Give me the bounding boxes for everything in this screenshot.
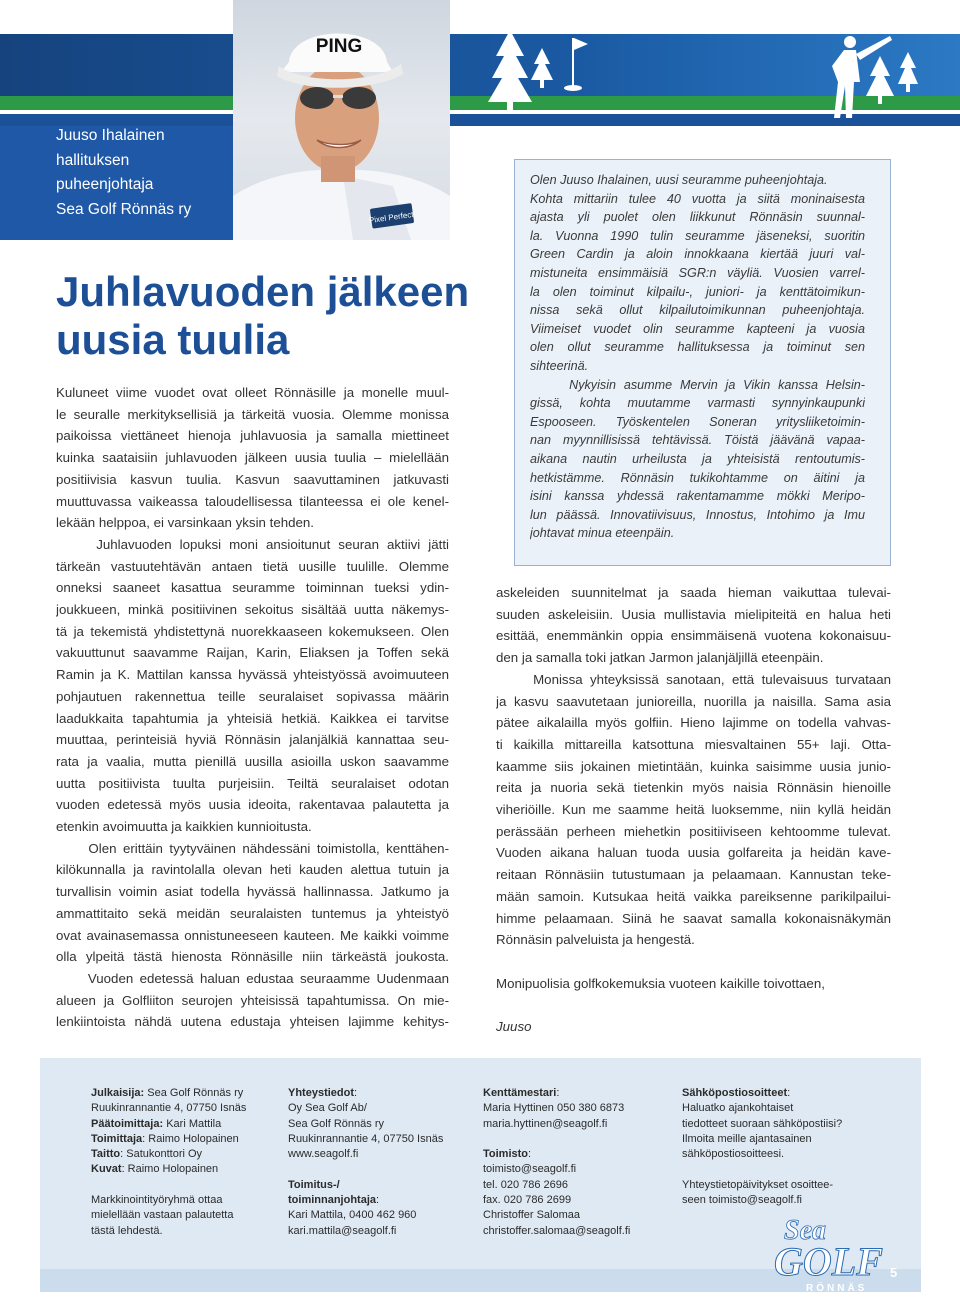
- colophon-line: [91, 1132, 246, 1147]
- colophon-line: [682, 1147, 842, 1162]
- text-line: positiivisia kasvun tuulia. Kasvun saavuttaminen jatkuvasti: [56, 471, 449, 487]
- colophon-line: [288, 1178, 443, 1193]
- text-line: isini kanssa yhdessä rakentamamme mökki Meripo-: [530, 489, 865, 504]
- colophon-value: tiedotteet suoraan sähköpostiisi?: [682, 1117, 843, 1130]
- colophon-label: Toimittaja: [91, 1132, 143, 1145]
- colophon-value: Ruukinrannantie 4, 07750 Isnäs: [288, 1132, 444, 1145]
- text-line: reita ja nuoria sekä tietenkin myös naisia Rönnäsin hienoille: [496, 780, 891, 796]
- flag-icon: [572, 38, 574, 86]
- text-line: lekään helppoa, ei varsinkaan yksin tehden.: [56, 515, 314, 531]
- colophon-line: [483, 1178, 630, 1193]
- text-line: tärkeän vastuutehtävän antaen tietä uusille tuulille. Olemme: [56, 558, 449, 574]
- colophon-value: Sea Golf Rönnäs ry: [288, 1117, 384, 1130]
- text-line: paikoissa viettäneet hienoja juhlavuosia ja samalla miettineet: [56, 428, 449, 444]
- text-line: turvallisin voimin asiat todella hyvässä hallinnassa. Jatkumo ja: [56, 884, 449, 900]
- text-line: joukkueen, minkä positiivinen sekoitus sisältää uutta näkemys-: [56, 602, 449, 618]
- text-line: Kuluneet viime vuodet ovat olleet Rönnäsille ja monelle muul-: [56, 385, 449, 400]
- text-line: etenkin avoimuutta ja kaikkien kunnioitusta.: [56, 819, 312, 835]
- colophon-line: [288, 1208, 443, 1223]
- portrait-photo: [233, 0, 450, 240]
- text-line: askeleiden suunnitelmat ja saada hieman vaikuttaa tulevai-: [496, 585, 891, 600]
- text-line: Rönnäsin palveluista ja hengestä.: [496, 932, 695, 948]
- text-line: hetkistämme. Rönnäsin tukikohtamme on äitini ja: [530, 470, 865, 485]
- colophon-line: [288, 1117, 443, 1132]
- colophon-label: Kuvat: [91, 1163, 122, 1176]
- closing-line: Monipuolisia golfkokemuksia vuoteen kaikille toivottaen,: [496, 975, 825, 991]
- svg-text:Pixel Perfect: Pixel Perfect: [368, 209, 415, 226]
- title-line: uusia tuulia: [56, 316, 290, 363]
- text-line: pätee aikalailla myös golfiin. Hieno lajimme on todella vahvas-: [496, 715, 891, 731]
- svg-text:GOLF: GOLF: [774, 1239, 883, 1284]
- tree-icon: [898, 52, 918, 84]
- colophon-value: Kari Mattila, 0400 462 960: [288, 1209, 417, 1222]
- colophon-label: toiminnanjohtaja: [288, 1194, 376, 1207]
- byline-name: Juuso Ihalainen: [56, 127, 165, 144]
- colophon-value: Markkinointityöryhmä ottaa: [91, 1194, 223, 1207]
- text-line: sihteerinä.: [530, 358, 589, 373]
- colophon-value: :: [528, 1148, 532, 1161]
- text-line: olen ollut seuramme hallituksessa ja toiminut sen: [530, 340, 865, 355]
- text-line: la. Vuonna 1990 tulin seuramme jäseneksi, suoritin: [530, 228, 865, 243]
- colophon-value: Maria Hyttinen 050 380 6873: [483, 1102, 625, 1115]
- title-line: Juhlavuoden jälkeen: [56, 268, 470, 315]
- colophon-label: Kenttämestari: [483, 1087, 557, 1099]
- colophon-value: seen toimisto@seagolf.fi: [682, 1194, 803, 1207]
- signature: Juuso: [496, 1019, 532, 1035]
- page-number: 5: [890, 1265, 898, 1280]
- colophon-line: [483, 1086, 630, 1101]
- text-line: Vuoden aikana haluan tuoda uusia golfareita ja heidän kave-: [496, 845, 891, 861]
- text-line: Espooseen. Työskentelen Soneran yritysliiketoimin-: [530, 414, 865, 429]
- colophon-line: [91, 1193, 246, 1208]
- colophon-value: maria.hyttinen@seagolf.fi: [483, 1117, 608, 1130]
- text-line: mään samoin. Kutsukaa heitä vaikka pareiksenne parikilpailui-: [496, 888, 891, 904]
- colophon-line: [91, 1101, 246, 1116]
- article-body-right-lines: [496, 582, 891, 951]
- colophon-value: Yhteystietopäivitykset osoittee-: [682, 1178, 834, 1191]
- golfer-icon: [844, 36, 856, 48]
- sea-golf-ronnas-logo: [770, 1205, 894, 1295]
- intro-box-text: [530, 171, 865, 543]
- colophon-value: Oy Sea Golf Ab/: [288, 1102, 367, 1115]
- colophon-line: [91, 1178, 246, 1193]
- colophon-value: toimisto@seagolf.fi: [483, 1163, 577, 1176]
- text-line: vakuuttunut saavamme Raijan, Karin, Eliaksen ja Toffen sekä: [56, 645, 449, 661]
- text-line: Olen Juuso Ihalainen, uusi seuramme puheenjohtaja.: [530, 173, 828, 187]
- article-body-left: [56, 382, 449, 1033]
- text-line: ti kaikilla mittareilla katsottuna miesvaltainen 55+ laji. Otta-: [496, 736, 891, 752]
- colophon-value: tästä lehdestä.: [91, 1224, 163, 1237]
- colophon-line: [682, 1117, 842, 1132]
- text-line: kuinka saataisiin juhlavuoden jälkeen uusia tuulia – mielellään: [56, 450, 449, 466]
- colophon-value: : Satukonttori Oy: [120, 1148, 203, 1161]
- colophon-line: [91, 1224, 246, 1239]
- colophon-contacts: [288, 1086, 443, 1239]
- text-line: olla ylpeitä tästä hienosta Rönnäsille niin tärkeästä joukosta.: [56, 949, 449, 965]
- colophon-label: Toimitus-/: [288, 1178, 340, 1191]
- tree-icon: [531, 48, 553, 80]
- colophon-value: Ilmoita meille ajantasainen: [682, 1132, 812, 1145]
- text-line: johtavat minua eteenpäin.: [530, 526, 675, 541]
- svg-text:RÖNNÄS: RÖNNÄS: [806, 1283, 868, 1294]
- colophon-label: Toimisto: [483, 1148, 529, 1161]
- colophon-line: [288, 1193, 443, 1208]
- colophon-value: : Raimo Holopainen: [142, 1132, 239, 1145]
- text-line: muuttuvassa vaikeassa taloudellisessa tilanteessa ei ole kenel-: [56, 493, 449, 509]
- colophon-value: kari.mattila@seagolf.fi: [288, 1224, 397, 1237]
- tree-icon: [488, 30, 532, 102]
- text-line: perässään perheen miehetkin positiiviseen kehtoomme tulevat.: [496, 823, 891, 839]
- text-line: Green Cardin ja aloin innokkaana kiertää juuri val-: [530, 247, 865, 262]
- colophon-value: :: [787, 1087, 791, 1099]
- text-line: kaamme siis jokainen mietintään, kuinka saisimme uusia junio-: [496, 758, 891, 774]
- text-line: Ramin ja K. Mattilan kanssa hyvässä yhteistyössä avoimuuteen: [56, 667, 449, 683]
- colophon-line: [682, 1162, 842, 1177]
- byline: [56, 124, 232, 222]
- text-line: vuoden edetessä myös uusia ideoita, rakentavaa palautetta ja: [56, 797, 449, 813]
- colophon-value: tel. 020 786 2696: [483, 1178, 569, 1191]
- text-line: aikana nautin urheilusta ja yhteisistä rentoutumis-: [530, 451, 865, 466]
- colophon-value: Kari Mattila: [163, 1117, 222, 1130]
- colophon-course-office: [483, 1086, 630, 1239]
- text-line: muuttaa, perinteisiä hyviä Rönnäsin jalanjälkiä kannattaa seu-: [56, 732, 449, 748]
- text-line: rata ja vaalia, mutta pienillä uusilla asioilla uskon saavamme: [56, 753, 449, 769]
- colophon-label: Julkaisija:: [91, 1087, 145, 1099]
- colophon-value: :: [354, 1087, 358, 1099]
- colophon-line: [288, 1086, 443, 1101]
- colophon-label: Sähköpostiosoitteet: [682, 1087, 788, 1099]
- text-line: pohjautuen rakennettua teille seuralaiset sopivassa määrin: [56, 688, 449, 704]
- text-line: le seuralle merkityksellisiä ja tärkeitä vuosia. Olemme monissa: [56, 406, 449, 422]
- colophon-line: [288, 1132, 443, 1147]
- colophon-line: [483, 1193, 630, 1208]
- colophon-email: [682, 1086, 842, 1208]
- colophon-value: Ruukinrannantie 4, 07750 Isnäs: [91, 1102, 247, 1115]
- text-line: Monissa yhteyksissä sanotaan, että tulevaisuus turvataan: [496, 671, 891, 687]
- byline-role: puheenjohtaja: [56, 176, 154, 193]
- colophon-line: [682, 1086, 842, 1101]
- text-line: lenkiintoista nähdä uutena edustaja yhteisen lajimme kehitys-: [56, 1014, 449, 1030]
- colophon-line: [91, 1208, 246, 1223]
- svg-text:Sea: Sea: [784, 1215, 826, 1246]
- colophon-label: Päätoimittaja:: [91, 1117, 164, 1130]
- colophon-line: [483, 1117, 630, 1132]
- colophon-line: [483, 1224, 630, 1239]
- colophon-line: [483, 1132, 630, 1147]
- byline-role: hallituksen: [56, 151, 130, 169]
- text-line: ovat avainasemassa onnistuneeseen kauteen. Me kaikki voimme: [56, 927, 449, 943]
- colophon-value: :: [376, 1194, 380, 1207]
- text-line: nan myynnillisissä tehtävissä. Töistä jäävänä vapaa-: [530, 433, 865, 448]
- text-line: himme pelaamaan. Siinä he saavat samalla kokonaisnäkymän: [496, 910, 891, 926]
- text-line: kilökunnalla ja ravintolalla olevan heti kauden alettua tutuin ja: [56, 862, 449, 878]
- text-line: nissa sekä ollut kilpailutoimikunnan puheenjohtaja.: [530, 303, 865, 318]
- tree-icon: [866, 56, 894, 96]
- text-line: reitaan Rönnäsiin tutustumaan ja pelaamaan. Kannustan teke-: [496, 867, 891, 883]
- colophon-value: Christoffer Salomaa: [483, 1209, 581, 1222]
- colophon-line: [91, 1117, 246, 1132]
- colophon-value: Sea Golf Rönnäs ry: [144, 1087, 244, 1099]
- colophon-line: [288, 1147, 443, 1162]
- colophon-line: [91, 1162, 246, 1177]
- colophon-value: sähköpostiosoitteesi.: [682, 1148, 785, 1161]
- text-line: viheriöille. Kun me saamme heitä luoksemme, niin kyllä heidän: [496, 802, 891, 818]
- colophon-line: [91, 1147, 246, 1162]
- text-line: la olen toiminut kilpailu-, juniori- ja kenttätoimikun-: [530, 284, 865, 299]
- colophon-line: [682, 1101, 842, 1116]
- cap-logo: PING: [315, 36, 363, 57]
- colophon-publisher: [91, 1086, 246, 1239]
- text-line: Olen erittäin tyytyväinen nähdessäni toimistolla, kenttähen-: [56, 840, 449, 856]
- colophon-line: [288, 1101, 443, 1116]
- colophon-line: [288, 1162, 443, 1177]
- text-line: laadukkaita tapahtumia ja yhteisiä hetkiä. Kaikkea ei tarvitse: [56, 710, 449, 726]
- article-title: [56, 268, 469, 364]
- colophon-line: [483, 1208, 630, 1223]
- text-line: Viimeiset vuodet olin seuramme kapteeni ja vuosia: [530, 321, 865, 336]
- colophon-line: [682, 1178, 842, 1193]
- colophon-line: [682, 1132, 842, 1147]
- text-line: suuden askeleisiin. Uusia mullistavia mielipiteitä en halua heti: [496, 606, 891, 622]
- text-line: Kohta mittariin tulee 40 vuotta ja siitä moninaisesta: [530, 191, 865, 206]
- text-line: ajasta yli puolet olen liikkunut Rönnäsin suunnal-: [530, 210, 865, 225]
- text-line: Nykyisin asumme Mervin ja Vikin kanssa Helsin-: [530, 377, 865, 392]
- text-line: gissä, kohta muutamme varmasti synnyinkaupunki: [530, 396, 865, 411]
- header-golf-illustration: [460, 26, 920, 126]
- colophon-value: www.seagolf.fi: [288, 1148, 359, 1161]
- text-line: esittää, enemmänkin oppia ensimmäisenä vuotena kokonaisuu-: [496, 628, 891, 644]
- colophon-value: fax. 020 786 2699: [483, 1194, 572, 1207]
- colophon-line: [288, 1224, 443, 1239]
- colophon-value: christoffer.salomaa@seagolf.fi: [483, 1224, 631, 1237]
- text-line: Vuoden edetessä haluan edustaa seuraamme Uudenmaan: [56, 970, 449, 986]
- text-line: tä ja tekemistä yhdistettynä nuorekkaaseen kokemukseen. Olen: [56, 623, 449, 639]
- text-line: ammattitaito sekä meidän seuralaisten tuntemus ja yhteistyö: [56, 905, 449, 921]
- text-line: uutta positiivista tuulta purjeisiin. Teiltä seuralaiset odotan: [56, 775, 449, 791]
- article-body-right: [496, 582, 891, 1038]
- colophon-value: : Raimo Holopainen: [121, 1163, 219, 1176]
- colophon-line: [483, 1147, 630, 1162]
- text-line: lun päässä. Innovatiivisuus, Innostus, Intohimo ja Imu: [530, 507, 865, 522]
- colophon-line: [483, 1101, 630, 1116]
- colophon-value: :: [556, 1087, 560, 1099]
- byline-organization: Sea Golf Rönnäs ry: [56, 200, 192, 218]
- text-line: ja kasvu saavutetaan junioreilla, nuorilla ja naisilla. Sama asia: [496, 693, 891, 709]
- colophon-value: mielellään vastaan palautetta: [91, 1209, 234, 1222]
- text-line: alueen ja Golfliiton seurojen yhteisissä tapahtumissa. On mie-: [56, 992, 449, 1008]
- colophon-label: Yhteystiedot: [288, 1087, 355, 1099]
- colophon-label: Taitto: [91, 1148, 121, 1161]
- text-line: den ja samalla toki jatkan Jarmon jalanjäljillä eteenpäin.: [496, 650, 824, 666]
- colophon-line: [91, 1086, 246, 1101]
- colophon-line: [483, 1162, 630, 1177]
- text-line: onneksi saaneet kasattua seuramme toiminnan tueksi ydin-: [56, 580, 449, 596]
- colophon-value: Haluatko ajankohtaiset: [682, 1102, 794, 1115]
- text-line: mistuneita ensimmäisiä SGR:n väyliä. Vuosien varrel-: [530, 265, 865, 280]
- text-line: Juhlavuoden lopuksi moni ansioitunut seuran aktiivi jätti: [56, 536, 449, 552]
